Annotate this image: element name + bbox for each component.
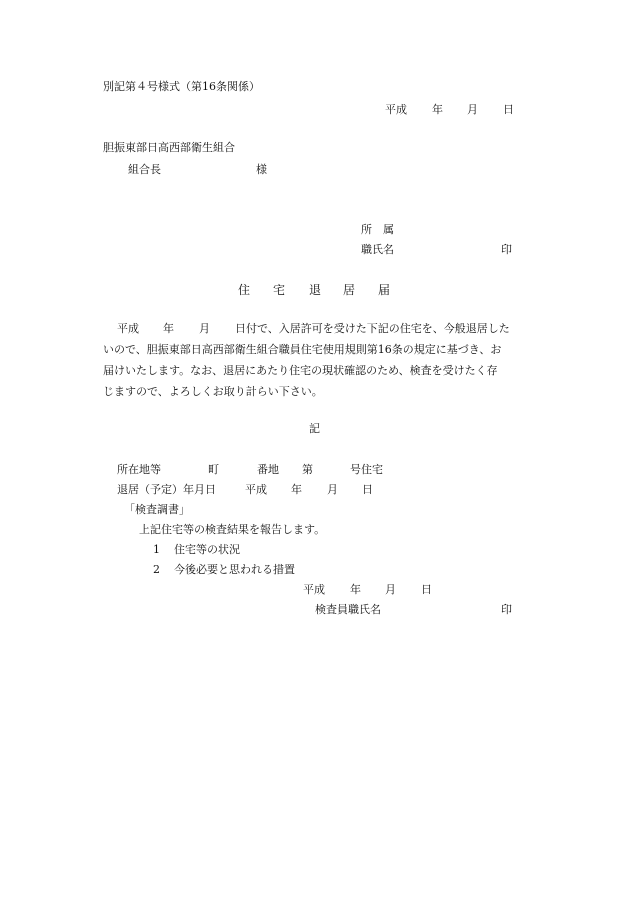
name-label: 職氏名 bbox=[361, 243, 394, 256]
body-month: 月 bbox=[199, 322, 210, 335]
ki-heading: 記 bbox=[309, 422, 320, 435]
body-line-3: 届けいたします。なお、退居にあたり住宅の現状確認のため、検査を受けたく存 bbox=[103, 364, 498, 377]
location-go: 号住宅 bbox=[350, 463, 383, 476]
item-number: 2 bbox=[153, 563, 160, 576]
location-dai: 第 bbox=[302, 463, 313, 476]
inspector-seal: 印 bbox=[501, 603, 512, 616]
location-label: 所在地等 bbox=[117, 463, 161, 476]
moveout-month: 月 bbox=[327, 483, 338, 496]
insp-date-month: 月 bbox=[385, 583, 396, 596]
addressee-honorific: 様 bbox=[256, 163, 267, 176]
moveout-label: 退居（予定）年月日 bbox=[117, 483, 216, 496]
title-char: 届 bbox=[378, 283, 391, 297]
moveout-era: 平成 bbox=[245, 483, 267, 496]
title-char: 退 bbox=[309, 283, 322, 297]
addressee-org: 胆振東部日高西部衛生組合 bbox=[103, 141, 235, 154]
moveout-day: 日 bbox=[362, 483, 373, 496]
addressee-title: 組合長 bbox=[128, 163, 161, 176]
insp-date-day: 日 bbox=[421, 583, 432, 596]
moveout-year: 年 bbox=[291, 483, 302, 496]
body-line-1: 日付で、入居許可を受けた下記の住宅を、今般退居した bbox=[235, 322, 510, 335]
location-town: 町 bbox=[208, 463, 219, 476]
title-char: 居 bbox=[343, 283, 356, 297]
item-text: 今後必要と思われる措置 bbox=[174, 563, 295, 576]
location-banchi: 番地 bbox=[257, 463, 279, 476]
date-month: 月 bbox=[467, 103, 478, 116]
body-year: 年 bbox=[163, 322, 174, 335]
date-era: 平成 bbox=[385, 103, 407, 116]
title-char: 住 bbox=[238, 283, 251, 297]
seal-mark: 印 bbox=[501, 243, 512, 256]
insp-date-era: 平成 bbox=[303, 583, 325, 596]
inspector-label: 検査員職氏名 bbox=[315, 603, 381, 616]
affiliation-label: 所 属 bbox=[361, 223, 394, 236]
date-year: 年 bbox=[432, 103, 443, 116]
item-text: 住宅等の状況 bbox=[174, 543, 240, 556]
form-id: 別記第４号様式（第16条関係） bbox=[103, 80, 260, 93]
title-char: 宅 bbox=[273, 283, 286, 297]
insp-date-year: 年 bbox=[350, 583, 361, 596]
inspection-intro: 上記住宅等の検査結果を報告します。 bbox=[139, 523, 326, 536]
body-era: 平成 bbox=[117, 322, 139, 335]
date-day: 日 bbox=[503, 103, 514, 116]
inspection-title: 「検査調書」 bbox=[124, 503, 190, 516]
item-number: 1 bbox=[153, 543, 160, 556]
body-line-4: じますので、よろしくお取り計らい下さい。 bbox=[103, 385, 323, 398]
body-line-2: いので、胆振東部日高西部衛生組合職員住宅使用規則第16条の規定に基づき、お bbox=[103, 343, 502, 356]
